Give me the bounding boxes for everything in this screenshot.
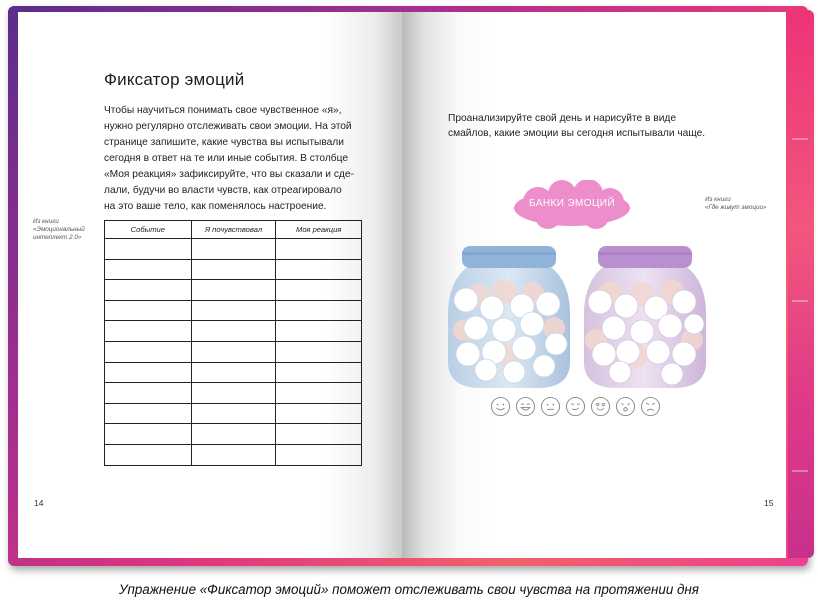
surprised-face-icon xyxy=(615,396,636,417)
table-cell xyxy=(191,280,276,301)
table-row xyxy=(105,403,362,424)
table-row xyxy=(105,341,362,362)
column-header-reaction: Моя реакция xyxy=(276,221,362,239)
table-cell xyxy=(105,362,192,383)
cover-stripe xyxy=(792,138,808,140)
intro-line: на это ваше тело, как поменялось настроение. xyxy=(104,201,327,212)
table-cell xyxy=(276,280,362,301)
table-row xyxy=(105,362,362,383)
source-note-line: Из книги xyxy=(33,218,59,225)
instruction-line: Проанализируйте свой день и нарисуйте в виде xyxy=(448,113,676,124)
figure-caption: Упражнение «Фиксатор эмоций» поможет отслеживать свои чувства на протяжении дня xyxy=(119,582,699,597)
column-header-feeling: Я почувствовал xyxy=(191,221,276,239)
table-cell xyxy=(276,239,362,260)
table-cell xyxy=(191,383,276,404)
smirk-face-icon xyxy=(565,396,586,417)
table-cell xyxy=(276,321,362,342)
table-cell xyxy=(276,403,362,424)
table-cell xyxy=(105,259,192,280)
intro-line: «Моя реакция» зафиксируйте, что вы сказали и сде- xyxy=(104,169,354,180)
table-row xyxy=(105,321,362,342)
table-row xyxy=(105,424,362,445)
column-header-event: Событие xyxy=(105,221,192,239)
page-number-right: 15 xyxy=(764,498,774,508)
table-cell xyxy=(191,259,276,280)
table-cell xyxy=(276,444,362,465)
in-love-face-icon xyxy=(590,396,611,417)
intro-line: Чтобы научиться понимать свое чувственное «я», xyxy=(104,105,342,116)
table-cell xyxy=(276,341,362,362)
table-cell xyxy=(191,239,276,260)
cloud-label: БАНКИ ЭМОЦИЙ xyxy=(529,198,615,209)
table-row xyxy=(105,383,362,404)
table-header-row xyxy=(105,221,362,239)
table-cell xyxy=(276,424,362,445)
table-row xyxy=(105,280,362,301)
emoji-faces-row xyxy=(490,396,670,420)
page-number-left: 14 xyxy=(34,498,44,508)
intro-line: лали, будучи во власти чувств, как отреагировало xyxy=(104,185,342,196)
source-note-left xyxy=(33,218,85,242)
table-cell xyxy=(276,362,362,383)
emotion-jar-purple xyxy=(580,244,710,390)
source-note-line: Из книги xyxy=(705,196,731,203)
table-cell xyxy=(191,321,276,342)
table-cell xyxy=(105,341,192,362)
cover-stripe xyxy=(792,470,808,472)
table-row xyxy=(105,444,362,465)
table-cell xyxy=(105,321,192,342)
source-note-line: интеллект 2.0» xyxy=(33,234,82,241)
happy-face-icon xyxy=(490,396,511,417)
emotion-tracker-table xyxy=(104,220,362,466)
angry-face-icon xyxy=(640,396,661,417)
source-note-line: «Где живут эмоции» xyxy=(705,204,767,211)
cover-stripe xyxy=(792,300,808,302)
source-note-line: «Эмоциональный xyxy=(33,226,85,233)
table-cell xyxy=(105,300,192,321)
laughing-face-icon xyxy=(515,396,536,417)
table-cell xyxy=(105,403,192,424)
intro-line: нужно регулярно отслеживать свои эмоции. На этой xyxy=(104,121,352,132)
instruction-paragraph xyxy=(448,111,748,141)
table-cell xyxy=(191,444,276,465)
table-row xyxy=(105,259,362,280)
table-cell xyxy=(105,383,192,404)
table-cell xyxy=(191,403,276,424)
table-cell xyxy=(191,341,276,362)
table-cell xyxy=(276,383,362,404)
table-row xyxy=(105,300,362,321)
neutral-face-icon xyxy=(540,396,561,417)
table-cell xyxy=(191,424,276,445)
source-note-right xyxy=(705,196,766,212)
table-cell xyxy=(105,280,192,301)
intro-paragraph xyxy=(104,103,374,215)
emotion-jar-blue xyxy=(444,244,574,390)
cover-edge xyxy=(788,10,814,558)
table-cell xyxy=(105,444,192,465)
table-cell xyxy=(191,362,276,383)
table-cell xyxy=(105,424,192,445)
instruction-line: смайлов, какие эмоции вы сегодня испытывали чаще. xyxy=(448,128,706,139)
table-row xyxy=(105,239,362,260)
intro-line: сегодня в ответ на те или иные события. В столбце xyxy=(104,153,348,164)
table-cell xyxy=(276,300,362,321)
table-cell xyxy=(105,239,192,260)
table-cell xyxy=(191,300,276,321)
table-cell xyxy=(276,259,362,280)
page-title: Фиксатор эмоций xyxy=(104,70,245,89)
intro-line: странице запишите, какие чувства вы испытывали xyxy=(104,137,344,148)
